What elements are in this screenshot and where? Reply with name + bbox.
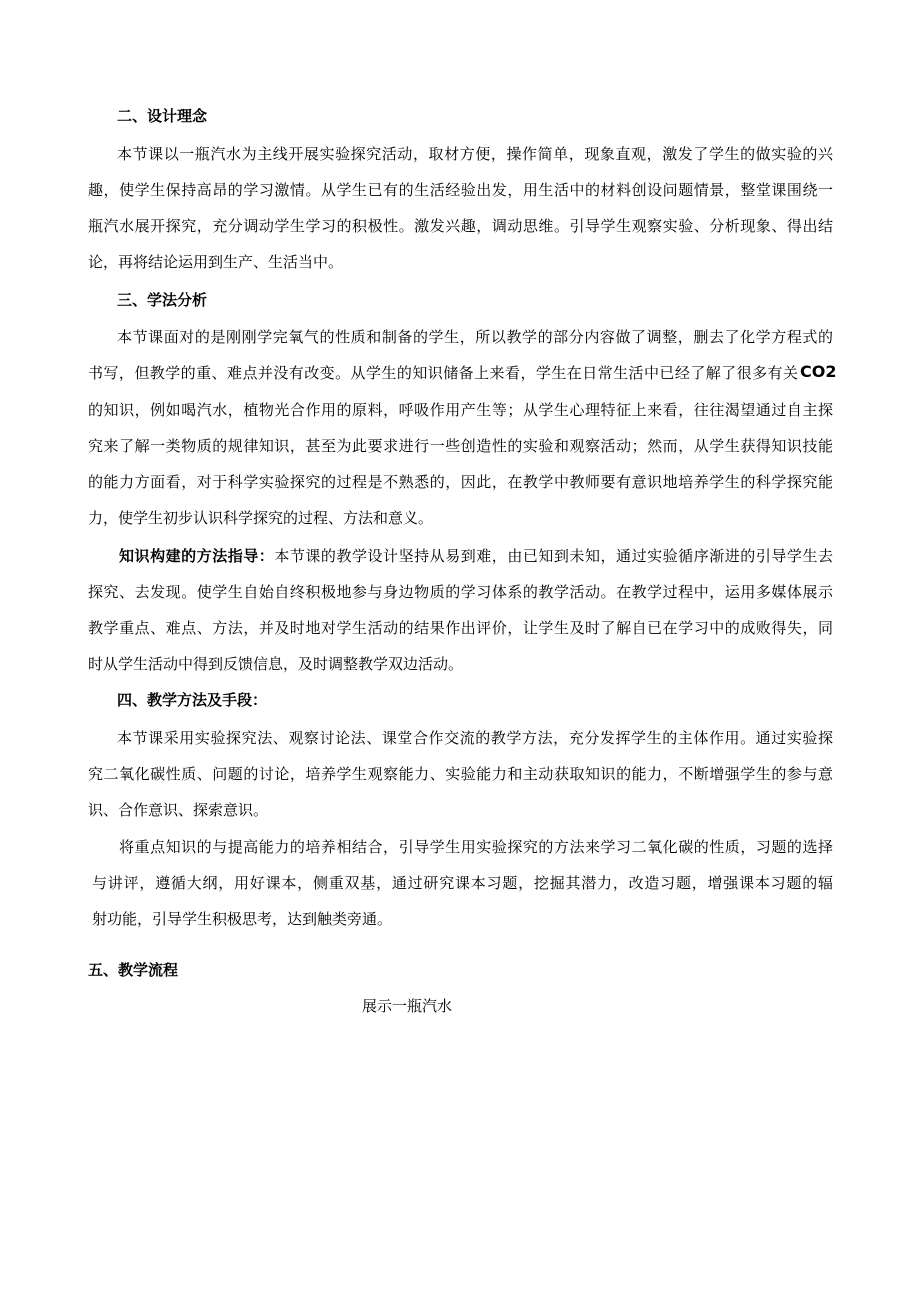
- method-guidance-text: 本节课的教学设计坚持从易到难，由已知到未知，通过实验循序渐进的引导学生去: [274, 547, 833, 565]
- paragraph-line: 识、合作意识、探索意识。: [88, 801, 269, 819]
- paragraph-line: 教学重点、难点、方法，并及时地对学生活动的结果作出评价，让学生及时了解自已在学习中的成败得失，同: [88, 619, 833, 637]
- paragraph-line: 力，使学生初步认识科学探究的过程、方法和意义。: [88, 509, 434, 527]
- paragraph-line: 究二氧化碳性质、问题的讨论，培养学生观察能力、实验能力和主动获取知识的能力，不断增强学生的参与意: [88, 765, 833, 783]
- paragraph-line: 本节课面对的是刚刚学完氧气的性质和制备的学生，所以教学的部分内容做了调整，删去了化学方程式的: [117, 328, 833, 346]
- paragraph-line: 的知识，例如喝汽水，植物光合作用的原料，呼吸作用产生等；从学生心理特征上来看，往往渴望通过自主探: [88, 401, 833, 419]
- paragraph-line: 本节课以一瓶汽水为主线开展实验探究活动，取材方便，操作简单，现象直观，激发了学生的做实验的兴: [117, 145, 833, 163]
- heading-design-concept: 二、设计理念: [117, 107, 208, 125]
- method-guidance-line: [119, 546, 833, 566]
- method-guidance-label: 知识构建的方法指导：: [119, 547, 275, 565]
- flow-step-show-soda: 展示一瓶汽水: [362, 997, 453, 1015]
- paragraph-line: 论，再将结论运用到生产、生活当中。: [88, 253, 344, 271]
- heading-study-analysis: 三、学法分析: [117, 291, 208, 309]
- paragraph-line: 的能力方面看，对于科学实验探究的过程是不熟悉的，因此，在教学中教师要有意识地培养学生的科学探究能: [88, 473, 833, 491]
- paragraph-line: 将重点知识的与提高能力的培养相结合，引导学生用实验探究的方法来学习二氧化碳的性质，习题的选择: [119, 838, 833, 856]
- paragraph-line: 趣，使学生保持高昂的学习激情。从学生已有的生活经验出发，用生活中的材料创设问题情景，整堂课围绕一: [88, 181, 833, 199]
- co2-formula: CO2: [800, 362, 837, 381]
- paragraph-text: 书写，但教学的重、难点并没有改变。从学生的知识储备上来看，学生在日常生活中已经了解了很多有关: [88, 364, 798, 382]
- heading-teaching-flow: 五、教学流程: [88, 961, 179, 979]
- paragraph-line: 探究、去发现。使学生自始自终积极地参与身边物质的学习体系的教学活动。在教学过程中，运用多媒体展示: [88, 583, 833, 601]
- paragraph-line: 瓶汽水展开探究，充分调动学生学习的积极性。激发兴趣，调动思维。引导学生观察实验、分析现象、得出结: [88, 217, 833, 235]
- paragraph-line: [88, 363, 798, 383]
- paragraph-line: 射功能，引导学生积极思考，达到触类旁通。: [92, 910, 393, 928]
- paragraph-line: 究来了解一类物质的规律知识，甚至为此要求进行一些创造性的实验和观察活动；然而，从学生获得知识技能: [88, 437, 833, 455]
- heading-teaching-methods: 四、教学方法及手段：: [117, 691, 268, 709]
- paragraph-line: 本节课采用实验探究法、观察讨论法、课堂合作交流的教学方法，充分发挥学生的主体作用。通过实验探: [117, 729, 833, 747]
- paragraph-line: 与讲评，遵循大纲，用好课本，侧重双基，通过研究课本习题，挖掘其潜力，改造习题，增强课本习题的辐: [92, 874, 833, 892]
- paragraph-line: 时从学生活动中得到反馈信息，及时调整教学双边活动。: [88, 655, 464, 673]
